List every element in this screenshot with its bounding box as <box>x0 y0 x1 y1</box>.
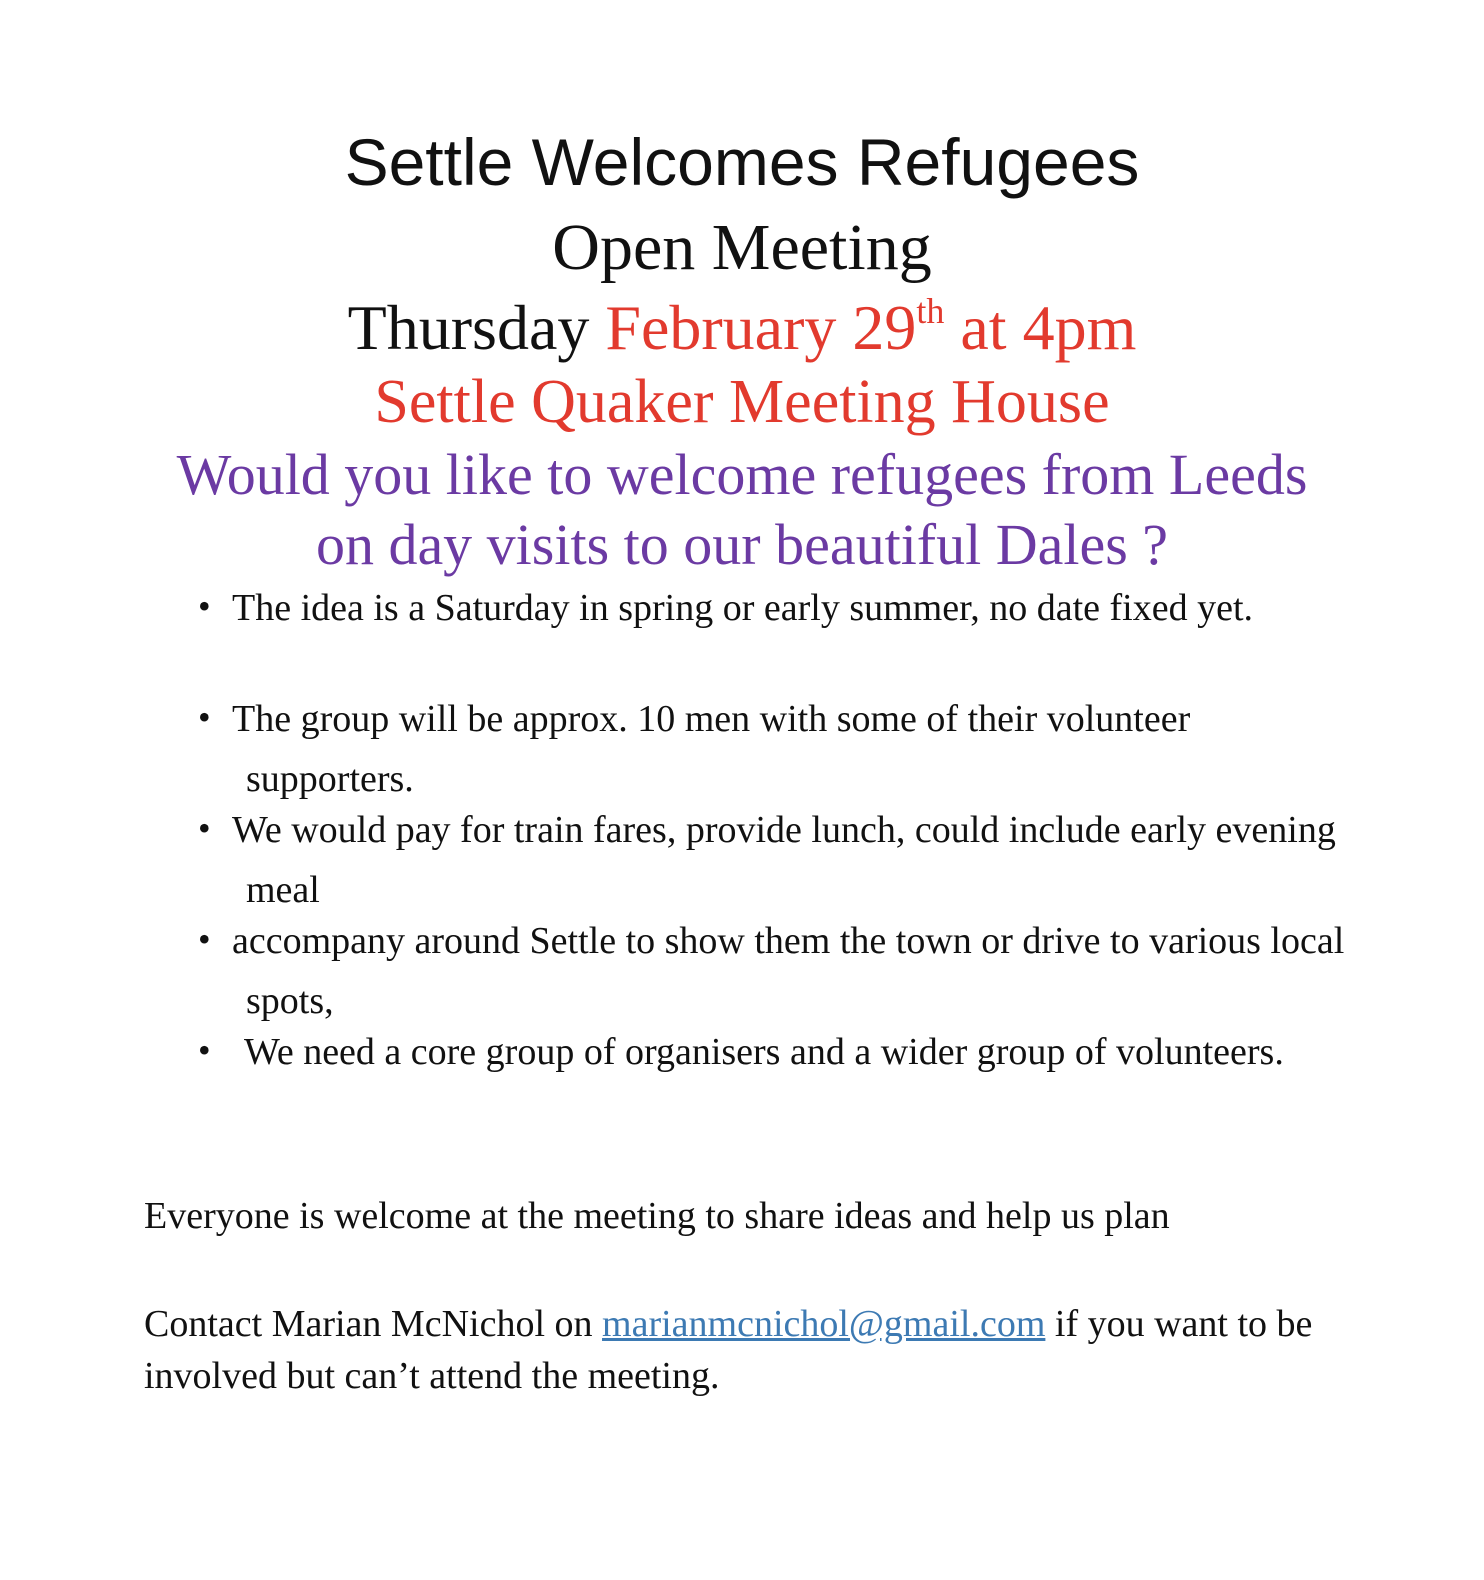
meeting-month-day: February 29th <box>605 291 945 363</box>
list-item <box>0 1022 1356 1133</box>
contact-text <box>144 1298 1344 1402</box>
bullet-icon: • <box>198 808 211 848</box>
list-item <box>0 800 1356 911</box>
details-list <box>0 578 1484 1133</box>
list-item <box>0 578 1356 689</box>
bullet-icon: • <box>198 919 211 959</box>
bullet-icon: • <box>198 697 211 737</box>
meeting-venue: Settle Quaker Meeting House <box>374 368 1110 436</box>
list-item-text: accompany around Settle to show them the town or drive to various local spots, <box>232 920 1345 1022</box>
list-item-text: The idea is a Saturday in spring or early summer, no date fixed yet. <box>232 587 1254 629</box>
question-line-1: Would you like to welcome refugees from Leeds <box>176 442 1308 507</box>
bullet-icon: • <box>198 586 211 626</box>
list-item <box>0 911 1356 1022</box>
contact-prefix: Contact Marian McNichol on <box>144 1303 603 1345</box>
list-item-text: The group will be approx. 10 men with some of their volunteer supporters. <box>232 698 1191 800</box>
list-item <box>0 689 1356 800</box>
bullet-icon: • <box>198 1030 211 1070</box>
meeting-day: Thursday <box>347 292 590 363</box>
flyer-title: Settle Welcomes Refugees <box>344 125 1140 199</box>
list-item-text: We would pay for train fares, provide lunch, could include early evening meal <box>232 809 1336 911</box>
contact-suffix: if you want to be involved but can’t attend the meeting. <box>144 1303 1313 1397</box>
meeting-date <box>0 288 1484 368</box>
list-item-text: We need a core group of organisers and a wider group of volunteers. <box>244 1031 1284 1073</box>
meeting-time: at 4pm <box>960 292 1137 363</box>
flyer-subtitle: Open Meeting <box>552 211 932 284</box>
email-link[interactable]: marianmcnichol@gmail.com <box>602 1303 1046 1345</box>
welcome-text: Everyone is welcome at the meeting to share ideas and help us plan <box>144 1195 1170 1237</box>
date-ordinal: th <box>916 291 945 331</box>
question-line-2: on day visits to our beautiful Dales ? <box>315 512 1169 577</box>
invitation-question <box>0 440 1484 580</box>
